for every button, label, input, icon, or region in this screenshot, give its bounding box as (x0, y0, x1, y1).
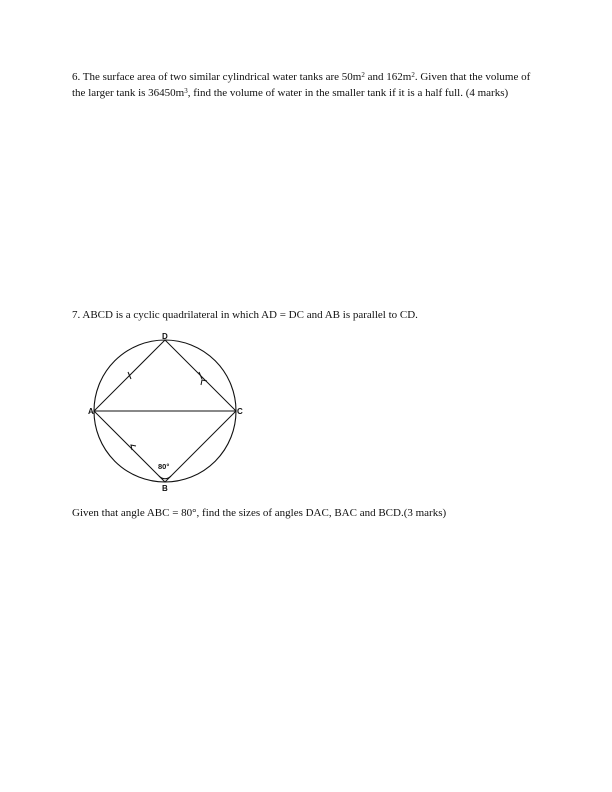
question-6-superscript-1: 2 (361, 71, 365, 79)
label-c: C (237, 407, 243, 416)
side-ab (94, 411, 165, 482)
question-7-prompt: Given that angle ABC = 80°, find the sizes of angles DAC, BAC and BCD.(3 marks) (72, 507, 447, 519)
cyclic-quadrilateral-diagram (78, 326, 258, 498)
question-6 (72, 70, 540, 101)
question-6-superscript-2: 2 (411, 71, 415, 79)
label-a: A (88, 407, 94, 416)
question-7-intro: 7. ABCD is a cyclic quadrilateral in which AD = DC and AB is parallel to CD. (72, 309, 418, 321)
question-6-text-part-4: , find the volume of water in the smaller tank if it is a half full. (4 marks) (187, 86, 509, 99)
equal-mark-ad (128, 372, 131, 379)
question-6-text-part-1: 6. The surface area of two similar cylindrical water tanks are 50m (72, 71, 362, 83)
question-6-superscript-3: 3 (184, 86, 188, 95)
label-b: B (162, 484, 168, 493)
parallel-arrow-dc (201, 380, 207, 385)
question-6-text-part-2: and 162m (364, 71, 412, 83)
equal-mark-dc (199, 372, 202, 379)
label-d: D (162, 332, 168, 341)
parallel-arrow-ab (131, 445, 136, 450)
angle-b-value: 80° (158, 462, 170, 471)
question-6-text-part-3: . Given that the volume of the larger tank is 36450m (72, 71, 531, 99)
side-bc (165, 411, 236, 482)
